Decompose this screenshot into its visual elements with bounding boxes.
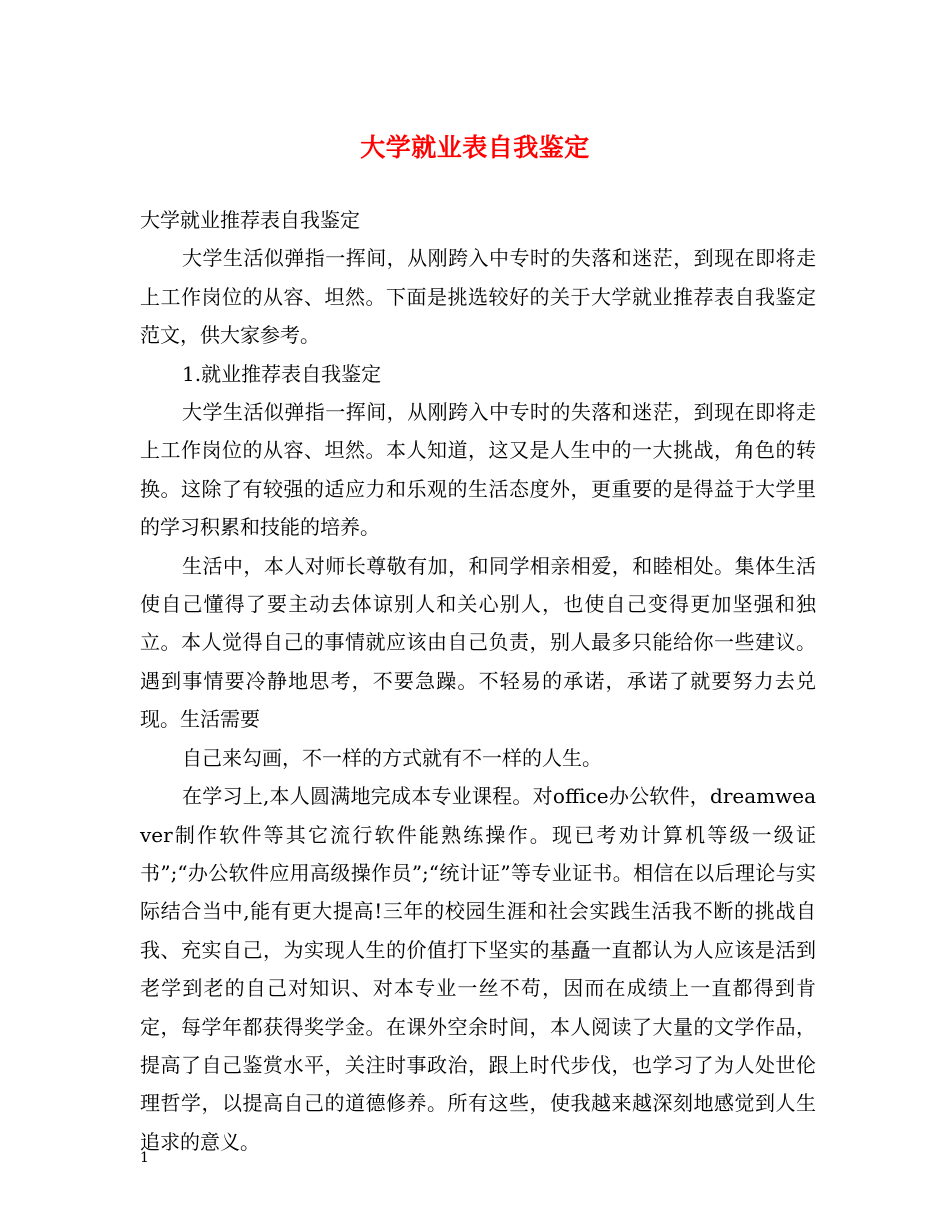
section-heading: 大学就业推荐表自我鉴定 xyxy=(140,208,360,232)
body-paragraph: 在学习上,本人圆满地完成本专业课程。对office办公软件，dreamweaver制作软件等其它流行软件能熟练操作。现已考劝计算机等级一级证书”;“办公软件应用高级操作员”;“统计证”等专业证书。相信在以后理论与实际结合当中,能有更大提高!三年的校园生涯和社会实践生活我不断的挑战自我、充实自己，为实现人生的价值打下坚实的基矗一直都认为人应该是活到老学到老的自己对知识、对本专业一丝不苟，因而在成绩上一直都得到肯定，每学年都获得奖学金。在课外空余时间，本人阅读了大量的文学作品，提高了自己鉴赏水平，关注时事政治，跟上时代步伐，也学习了为人处世伦理哲学，以提高自己的道德修养。所有这些，使我越来越深刻地感觉到人生追求的意义。 xyxy=(140,784,816,1154)
page-number: 1 xyxy=(140,1150,149,1166)
document-body xyxy=(140,201,816,1161)
body-paragraph: 自己来勾画，不一样的方式就有不一样的人生。 xyxy=(182,745,602,770)
intro-paragraph: 大学生活似弹指一挥间，从刚跨入中专时的失落和迷茫，到现在即将走上工作岗位的从容、坦然。下面是挑选较好的关于大学就业推荐表自我鉴定范文，供大家参考。 xyxy=(140,246,816,348)
document-title: 大学就业表自我鉴定 xyxy=(360,133,590,162)
body-paragraph: 大学生活似弹指一挥间，从刚跨入中专时的失落和迷茫，到现在即将走上工作岗位的从容、坦然。本人知道，这又是人生中的一大挑战，角色的转换。这除了有较强的适应力和乐观的生活态度外，更重要的是得益于大学里的学习积累和技能的培养。 xyxy=(140,400,816,540)
body-paragraph: 生活中，本人对师长尊敬有加，和同学相亲相爱，和睦相处。集体生活使自己懂得了要主动去体谅别人和关心别人，也使自己变得更加坚强和独立。本人觉得自己的事情就应该由自己负责，别人最多只能给你一些建议。遇到事情要冷静地思考，不要急躁。不轻易的承诺，承诺了就要努力去兑现。生活需要 xyxy=(140,553,816,732)
subsection-heading: 1.就业推荐表自我鉴定 xyxy=(182,361,382,386)
